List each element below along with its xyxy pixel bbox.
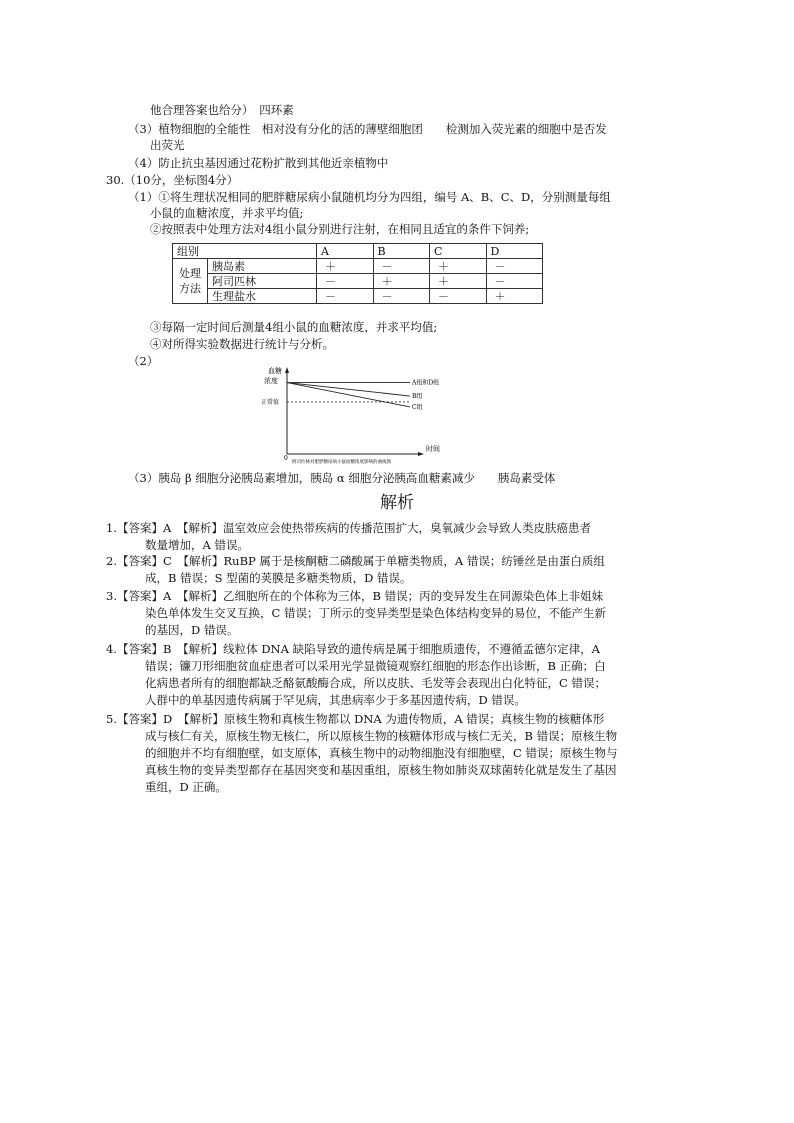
q30-part3-line: （3）胰岛 β 细胞分泌胰岛素增加，胰岛 α 细胞分泌胰高血糖素减少 胰岛素受体 bbox=[128, 471, 556, 485]
answer-q4-line: （4）防止抗虫基因通过花粉扩散到其他近亲植物中 bbox=[128, 156, 389, 170]
analysis-item-line: 的基因，D 错误。 bbox=[145, 623, 239, 637]
table-cell: ＋ bbox=[317, 259, 374, 274]
analysis-item-line: 真核生物的变异类型都存在基因突变和基因重组，原核生物如肺炎双球菌转化就是发生了基因 bbox=[145, 763, 617, 777]
chart-x-arrow bbox=[418, 452, 424, 456]
table-row bbox=[173, 289, 543, 304]
table-cell: － bbox=[373, 259, 430, 274]
table-cell: ＋ bbox=[430, 274, 487, 289]
series-label-2: C组 bbox=[412, 403, 423, 411]
table-group-label: 组别 bbox=[173, 244, 317, 259]
row-name-aspirin: 阿司匹林 bbox=[208, 274, 317, 289]
chart-ylabel-2: 浓度 bbox=[264, 377, 278, 385]
analysis-item-line: 化病患者所有的细胞都缺乏酪氨酸酶合成，所以皮肤、毛发等会表现出白化特征，C 错误； bbox=[145, 676, 606, 690]
table-cell: － bbox=[317, 274, 374, 289]
analysis-item-line: 人群中的单基因遗传病属于罕见病，其患病率少于多基因遗传病，D 错误。 bbox=[145, 693, 526, 707]
q30-part1-line3: ②按照表中处理方法对4组小鼠分别进行注射，在相同且适宜的条件下饲养; bbox=[150, 222, 530, 236]
q30-part1-line4: ③每隔一定时间后测量4组小鼠的血糖浓度，并求平均值; bbox=[150, 320, 438, 334]
answer-q3-line2: 出荧光 bbox=[150, 138, 185, 152]
chart-xlabel: 时间 bbox=[426, 445, 440, 453]
treatment-table bbox=[172, 243, 543, 304]
table-col-c: C bbox=[430, 244, 487, 259]
q30-part1-line1: （1）①将生理状况相同的肥胖糖尿病小鼠随机均分为四组，编号 A、B、C、D，分别测量每组 bbox=[128, 190, 611, 204]
series-label-1: B组 bbox=[412, 393, 423, 401]
series-line-2 bbox=[287, 383, 410, 407]
table-cell: － bbox=[486, 259, 543, 274]
chart-normal-label: 正常值 bbox=[261, 398, 280, 406]
q30-part2-label: （2） bbox=[128, 354, 159, 368]
table-row bbox=[173, 274, 543, 289]
method-label-line2: 方法 bbox=[179, 282, 201, 295]
chart-caption: 阿司匹林对肥胖糖尿病小鼠血糖浓度影响的曲线图 bbox=[292, 460, 391, 464]
analysis-item-line: 的细胞并不均有细胞壁，如支原体，真核生物中的动物细胞没有细胞壁，C 错误；原核生物与 bbox=[145, 746, 618, 760]
q30-part1-line2: 小鼠的血糖浓度，并求平均值; bbox=[150, 206, 304, 220]
table-row bbox=[173, 259, 543, 274]
table-method-label bbox=[173, 259, 208, 304]
analysis-item-start: 1.【答案】A 【解析】温室效应会使热带疾病的传播范围扩大，臭氧减少会导致人类皮肤癌患者 bbox=[106, 521, 592, 535]
table-col-a: A bbox=[317, 244, 374, 259]
analysis-item-line: 数量增加，A 错误。 bbox=[145, 538, 249, 552]
table-col-d: D bbox=[486, 244, 543, 259]
row-name-saline: 生理盐水 bbox=[208, 289, 317, 304]
chart-origin: 0 bbox=[284, 455, 288, 462]
series-line-1 bbox=[287, 383, 410, 396]
analysis-item-start: 2.【答案】C 【解析】RuBP 属于是核酮糖二磷酸属于单糖类物质，A 错误；纺锤丝是由蛋白质组 bbox=[106, 554, 605, 568]
table-cell: ＋ bbox=[430, 259, 487, 274]
answer-continuation-line: 他合理答案也给分） 四环素 bbox=[150, 103, 294, 117]
analysis-item-start: 5.【答案】D 【解析】原核生物和真核生物都以 DNA 为遗传物质，A 错误；真核生物的核糖体形 bbox=[106, 712, 605, 726]
chart-ylabel-1: 血糖 bbox=[268, 367, 282, 375]
series-label-0: A组和D组 bbox=[412, 379, 440, 387]
method-label-line1: 处理 bbox=[179, 267, 201, 280]
table-cell: ＋ bbox=[373, 274, 430, 289]
table-cell: － bbox=[486, 274, 543, 289]
analysis-item-line: 染色单体发生交叉互换，C 错误；丁所示的变异类型是染色体结构变异的易位，不能产生新 bbox=[145, 606, 606, 620]
analysis-item-line: 错误；镰刀形细胞贫血症患者可以采用光学显微镜观察红细胞的形态作出诊断，B 正确；白 bbox=[145, 659, 606, 673]
analysis-item-start: 4.【答案】B 【解析】线粒体 DNA 缺陷导致的遗传病是属于细胞质遗传，不遵循孟德尔定律，A bbox=[106, 642, 600, 656]
analysis-item-line: 成与核仁有关，原核生物无核仁，所以原核生物的核糖体形成与核仁无关，B 错误；原核生物 bbox=[145, 729, 618, 743]
table-cell: － bbox=[317, 289, 374, 304]
analysis-item-line: 重组，D 正确。 bbox=[145, 780, 227, 794]
q30-part1-line5: ④对所得实验数据进行统计与分析。 bbox=[150, 337, 334, 351]
table-cell: － bbox=[430, 289, 487, 304]
analysis-item-start: 3.【答案】A 【解析】乙细胞所在的个体称为三体，B 错误；丙的变异发生在同源染色体上非姐妹 bbox=[106, 589, 604, 603]
answer-q3-line1: （3）植物细胞的全能性 相对没有分化的活的薄壁细胞团 检测加入荧光素的细胞中是否发 bbox=[128, 122, 607, 136]
chart-y-arrow bbox=[285, 367, 289, 373]
row-name-insulin: 胰岛素 bbox=[208, 259, 317, 274]
table-header-row bbox=[173, 244, 543, 259]
question-30-header: 30.（10分，坐标图4分） bbox=[106, 173, 239, 187]
blood-glucose-chart bbox=[250, 364, 450, 464]
table-cell: － bbox=[373, 289, 430, 304]
analysis-title: 解析 bbox=[380, 493, 414, 513]
table-col-b: B bbox=[373, 244, 430, 259]
analysis-item-line: 成，B 错误；S 型菌的荚膜是多糖类物质，D 错误。 bbox=[145, 571, 412, 585]
table-cell: ＋ bbox=[486, 289, 543, 304]
